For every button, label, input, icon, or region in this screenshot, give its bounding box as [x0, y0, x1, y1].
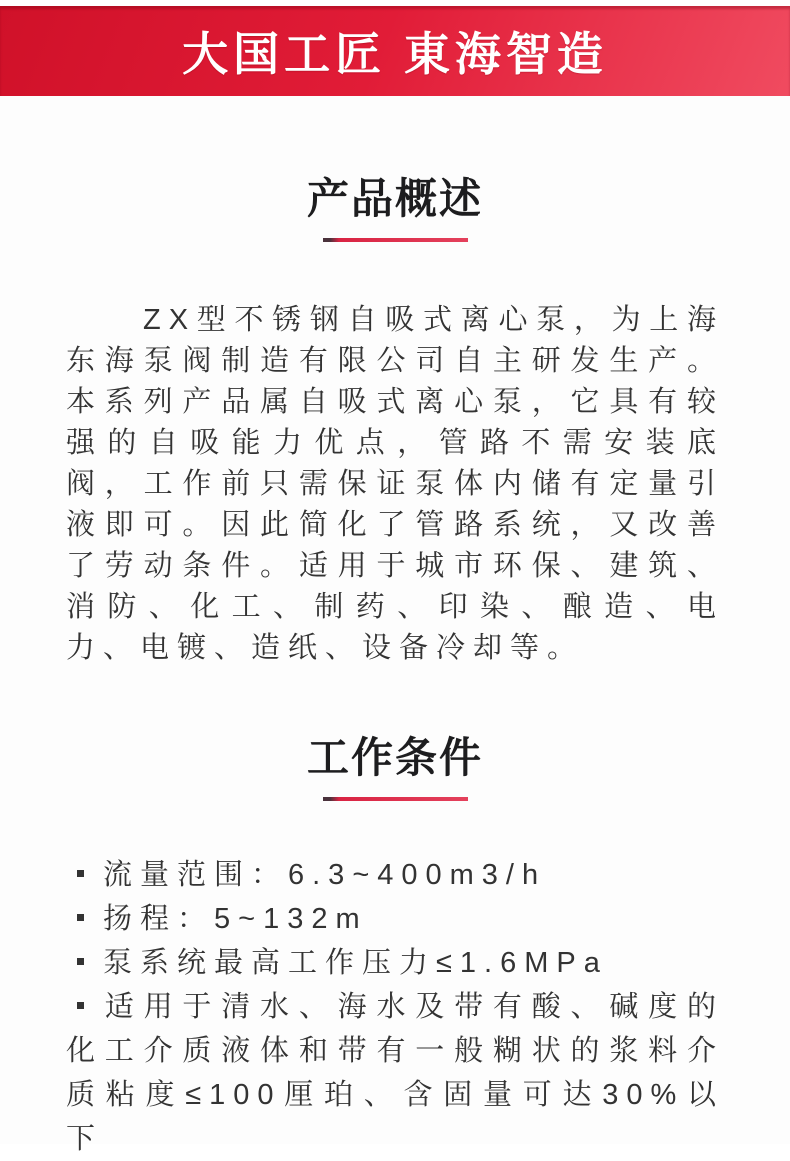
section-product-overview	[0, 166, 790, 669]
banner-title: 大国工匠 東海智造	[182, 28, 608, 80]
bullet-icon	[77, 958, 84, 965]
overview-heading-block	[0, 166, 790, 242]
work-heading-block	[0, 725, 790, 801]
overview-heading: 产品概述	[306, 175, 483, 222]
brand-banner	[0, 6, 790, 96]
list-item-flow-range	[66, 853, 724, 897]
work-heading-underline	[323, 797, 468, 801]
list-item-text: 扬程：5~132m	[103, 903, 368, 935]
work-conditions-list	[66, 853, 724, 1161]
list-item-max-pressure	[66, 941, 724, 985]
section-working-conditions	[0, 725, 790, 1161]
bullet-icon	[77, 870, 84, 877]
list-item-text: 适用于清水、海水及带有酸、碱度的化工介质液体和带有一般糊状的浆料介质粘度≤100厘珀、含固量可达30%以下	[66, 991, 724, 1155]
overview-heading-underline	[323, 238, 468, 242]
bullet-icon	[77, 914, 84, 921]
list-item-applicable-media	[66, 985, 724, 1161]
overview-paragraph: ZX型不锈钢自吸式离心泵，为上海东海泵阀制造有限公司自主研发生产。本系列产品属自吸式离心泵，它具有较强的自吸能力优点，管路不需安装底阀，工作前只需保证泵体内储有定量引液即可。因此简化了管路系统，又改善了劳动条件。适用于城市环保、建筑、消防、化工、制药、印染、酿造、电力、电镀、造纸、设备冷却等。	[66, 304, 724, 664]
list-item-text: 泵系统最高工作压力≤1.6MPa	[103, 947, 608, 979]
work-conditions-heading: 工作条件	[306, 734, 483, 781]
list-item-head	[66, 897, 724, 941]
bullet-icon	[77, 1002, 84, 1009]
list-item-text: 流量范围：6.3~400m3/h	[103, 859, 547, 891]
